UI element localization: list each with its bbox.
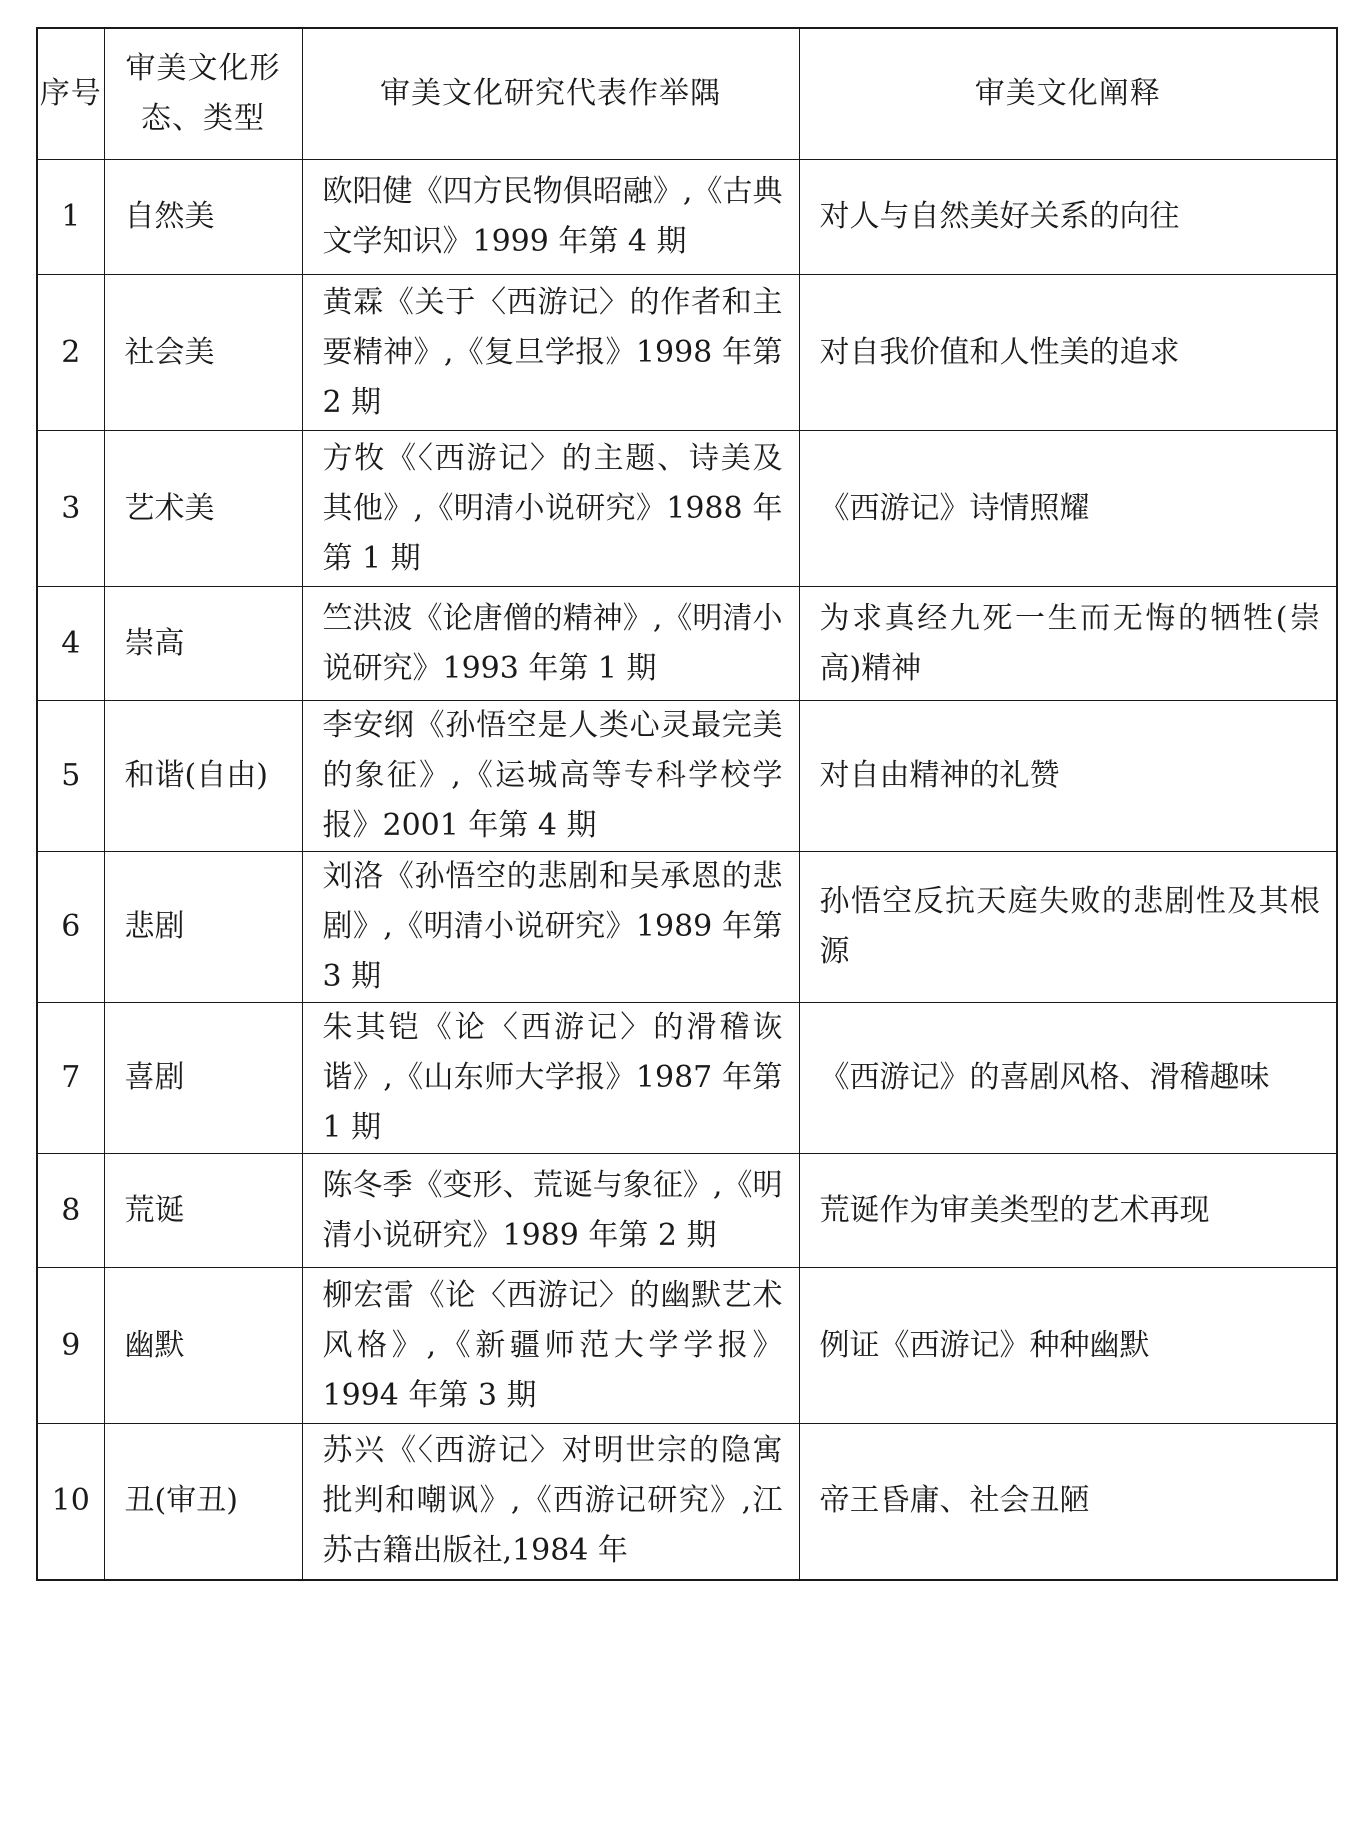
- row-type: 幽默: [104, 1268, 302, 1424]
- row-interpretation: 对人与自然美好关系的向往: [799, 160, 1337, 275]
- header-type: 审美文化形态、类型: [104, 28, 302, 160]
- row-work: 李安纲《孙悟空是人类心灵最完美的象征》,《运城高等专科学校学报》2001 年第 4 期: [302, 701, 799, 852]
- table-row: [37, 587, 1337, 701]
- table-row: [37, 1424, 1337, 1580]
- row-type: 丑(审丑): [104, 1424, 302, 1580]
- table-row: [37, 701, 1337, 852]
- row-work: 苏兴《〈西游记〉对明世宗的隐寓批判和嘲讽》,《西游记研究》,江苏古籍出版社,1984 年: [302, 1424, 799, 1580]
- row-interpretation: 《西游记》诗情照耀: [799, 431, 1337, 587]
- aesthetic-culture-table: [36, 27, 1338, 1581]
- row-work: 黄霖《关于〈西游记〉的作者和主要精神》,《复旦学报》1998 年第 2 期: [302, 275, 799, 431]
- row-type: 荒诞: [104, 1154, 302, 1268]
- row-interpretation: 对自我价值和人性美的追求: [799, 275, 1337, 431]
- row-interpretation: 为求真经九死一生而无悔的牺牲(崇高)精神: [799, 587, 1337, 701]
- header-index: 序号: [37, 28, 104, 160]
- row-interpretation: 荒诞作为审美类型的艺术再现: [799, 1154, 1337, 1268]
- table-row: [37, 160, 1337, 275]
- row-type: 自然美: [104, 160, 302, 275]
- row-index: 5: [37, 701, 104, 852]
- row-type: 艺术美: [104, 431, 302, 587]
- row-work: 陈冬季《变形、荒诞与象征》,《明清小说研究》1989 年第 2 期: [302, 1154, 799, 1268]
- row-work: 竺洪波《论唐僧的精神》,《明清小说研究》1993 年第 1 期: [302, 587, 799, 701]
- row-index: 10: [37, 1424, 104, 1580]
- row-work: 欧阳健《四方民物俱昭融》,《古典文学知识》1999 年第 4 期: [302, 160, 799, 275]
- row-type: 社会美: [104, 275, 302, 431]
- row-index: 3: [37, 431, 104, 587]
- row-index: 1: [37, 160, 104, 275]
- row-interpretation: 帝王昏庸、社会丑陋: [799, 1424, 1337, 1580]
- row-interpretation: 对自由精神的礼赞: [799, 701, 1337, 852]
- header-interpretation: 审美文化阐释: [799, 28, 1337, 160]
- row-index: 4: [37, 587, 104, 701]
- row-interpretation: 孙悟空反抗天庭失败的悲剧性及其根源: [799, 852, 1337, 1003]
- row-type: 悲剧: [104, 852, 302, 1003]
- row-type: 喜剧: [104, 1003, 302, 1154]
- table-row: [37, 1003, 1337, 1154]
- row-type: 和谐(自由): [104, 701, 302, 852]
- row-index: 6: [37, 852, 104, 1003]
- row-work: 刘洛《孙悟空的悲剧和吴承恩的悲剧》,《明清小说研究》1989 年第 3 期: [302, 852, 799, 1003]
- table-header-row: [37, 28, 1337, 160]
- table-row: [37, 431, 1337, 587]
- row-work: 柳宏雷《论〈西游记〉的幽默艺术风格》,《新疆师范大学学报》1994 年第 3 期: [302, 1268, 799, 1424]
- row-interpretation: 《西游记》的喜剧风格、滑稽趣味: [799, 1003, 1337, 1154]
- row-interpretation: 例证《西游记》种种幽默: [799, 1268, 1337, 1424]
- table-row: [37, 852, 1337, 1003]
- row-work: 朱其铠《论〈西游记〉的滑稽诙谐》,《山东师大学报》1987 年第 1 期: [302, 1003, 799, 1154]
- row-index: 7: [37, 1003, 104, 1154]
- row-index: 8: [37, 1154, 104, 1268]
- row-index: 9: [37, 1268, 104, 1424]
- row-index: 2: [37, 275, 104, 431]
- header-works: 审美文化研究代表作举隅: [302, 28, 799, 160]
- row-type: 崇高: [104, 587, 302, 701]
- table-row: [37, 275, 1337, 431]
- table-row: [37, 1268, 1337, 1424]
- table-row: [37, 1154, 1337, 1268]
- row-work: 方牧《〈西游记〉的主题、诗美及其他》,《明清小说研究》1988 年第 1 期: [302, 431, 799, 587]
